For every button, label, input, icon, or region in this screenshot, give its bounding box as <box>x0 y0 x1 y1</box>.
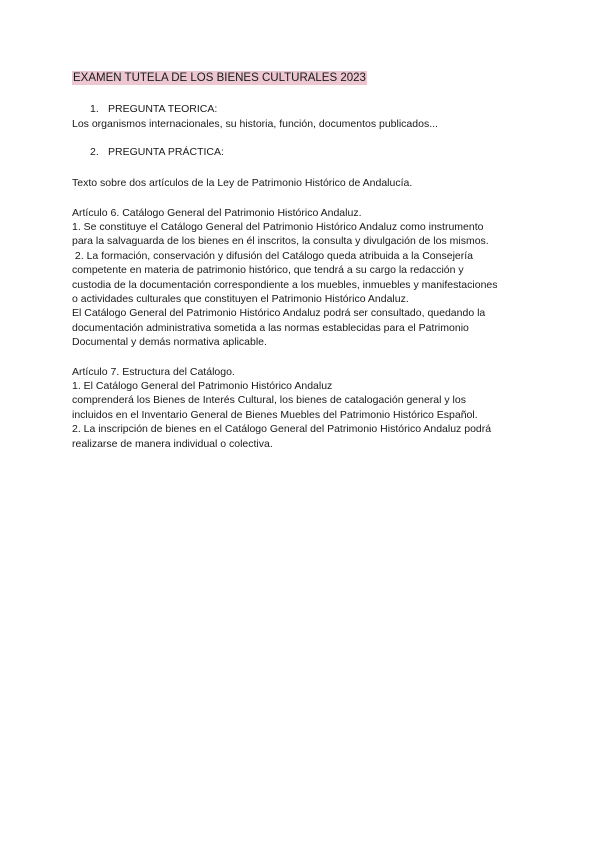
article-6-line: custodia de la documentación correspondiente a los muebles, inmuebles y manifestaciones <box>72 279 498 291</box>
article-7-line: 1. El Catálogo General del Patrimonio Histórico Andaluz <box>72 380 333 392</box>
intro-text: Texto sobre dos artículos de la Ley de Patrimonio Histórico de Andalucía. <box>72 177 413 189</box>
article-6-line: Artículo 6. Catálogo General del Patrimonio Histórico Andaluz. <box>72 207 362 219</box>
article-6-line: El Catálogo General del Patrimonio Histórico Andaluz podrá ser consultado, quedando la <box>72 307 486 319</box>
article-6-line: 1. Se constituye el Catálogo General del Patrimonio Histórico Andaluz como instrumento <box>72 221 484 233</box>
article-7-line: realizarse de manera individual o colectiva. <box>72 438 273 450</box>
question-2-label: PREGUNTA PRÁCTICA: <box>108 146 224 158</box>
article-7-line: incluidos en el Inventario General de Bienes Muebles del Patrimonio Histórico Español. <box>72 409 478 421</box>
question-1-number: 1. <box>90 103 99 115</box>
article-6-line: Documental y demás normativa aplicable. <box>72 336 267 348</box>
question-2-number: 2. <box>90 146 99 158</box>
article-6-line: o actividades culturales que constituyen el Patrimonio Histórico Andaluz. <box>72 293 409 305</box>
article-7-line: Artículo 7. Estructura del Catálogo. <box>72 366 235 378</box>
article-6-line: 2. La formación, conservación y difusión del Catálogo queda atribuida a la Consejería <box>72 250 473 262</box>
question-1-text: Los organismos internacionales, su historia, función, documentos publicados... <box>72 118 438 130</box>
article-6-line: competente en materia de patrimonio histórico, que tendrá a su cargo la redacción y <box>72 264 464 276</box>
article-7-line: comprenderá los Bienes de Interés Cultural, los bienes de catalogación general y los <box>72 394 466 406</box>
article-6-line: documentación administrativa sometida a las normas establecidas para el Patrimonio <box>72 322 469 334</box>
article-7-line: 2. La inscripción de bienes en el Catálogo General del Patrimonio Histórico Andaluz podrá <box>72 423 492 435</box>
question-2-heading <box>90 146 224 159</box>
document-title: EXAMEN TUTELA DE LOS BIENES CULTURALES 2023 <box>73 72 366 84</box>
question-1-label: PREGUNTA TEORICA: <box>108 103 218 115</box>
article-6-line: para la salvaguarda de los bienes en él inscritos, la consulta y divulgación de los mismos. <box>72 235 489 247</box>
question-1-heading <box>90 103 217 116</box>
